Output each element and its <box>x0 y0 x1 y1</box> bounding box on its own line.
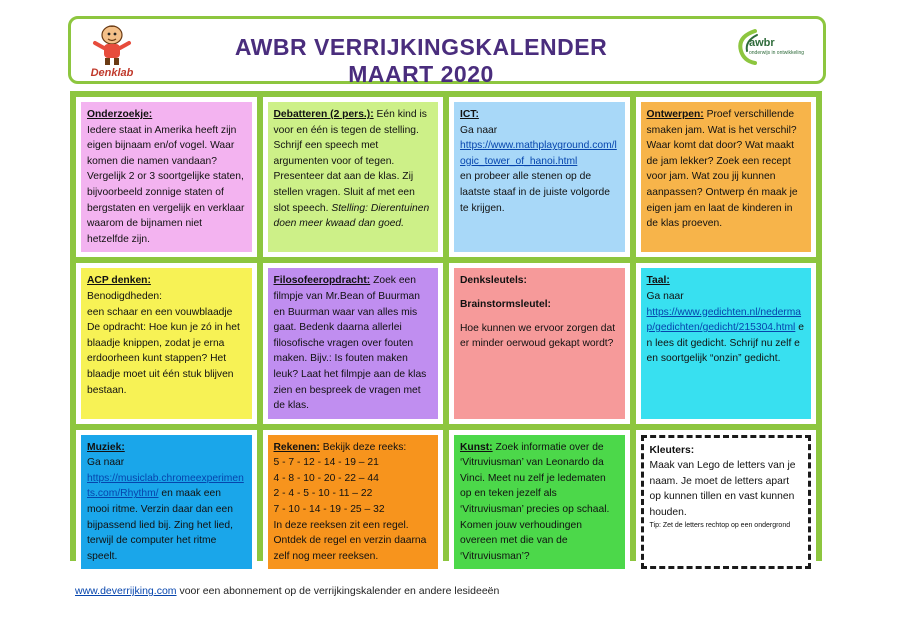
card-title: ACP denken: <box>87 275 151 287</box>
cell-ict <box>449 97 630 257</box>
header-banner <box>68 16 826 87</box>
card-line-1: Benodigdheden: <box>87 290 163 302</box>
cell-debatteren <box>263 97 444 257</box>
card-intro: Ga naar <box>87 457 125 469</box>
cell-muziek <box>76 430 257 575</box>
card-acp <box>81 268 252 418</box>
card-kunst <box>454 435 625 570</box>
footer-link[interactable]: www.deverrijking.com <box>75 585 177 597</box>
sequence-row: 2 - 4 - 5 - 10 - 11 – 22 <box>273 488 373 500</box>
cell-onderzoekje <box>76 97 257 257</box>
denklab-logo-text: Denklab <box>90 67 134 79</box>
card-intro: Ga naar <box>646 290 684 302</box>
card-body: In deze reeksen zit een regel. Ontdek de regel en verzin daarna zelf nog meer reeksen. <box>273 519 427 562</box>
cell-kleuters <box>636 430 817 575</box>
card-title: Kunst: <box>460 441 493 453</box>
card-subtitle: Brainstormsleutel: <box>460 298 551 310</box>
card-intro: Bekijk deze reeks: <box>322 441 407 453</box>
cell-filosofie <box>263 263 444 423</box>
cell-rekenen <box>263 430 444 575</box>
gedichten-link[interactable]: https://www.gedichten.nl/nedermap/gedichten/gedicht/215304.html <box>646 306 802 334</box>
card-body: Hoe kunnen we ervoor zorgen dat er minder oerwoud gekapt wordt? <box>460 322 616 350</box>
musiclab-link[interactable]: https://musiclab.chromeexperiments.com/Rhythm/ <box>87 472 244 500</box>
awbr-logo <box>735 27 803 71</box>
sequence-row: 5 - 7 - 12 - 14 - 19 – 21 <box>273 457 379 469</box>
card-intro: Ga naar <box>460 124 498 136</box>
calendar-grid <box>70 91 822 561</box>
denklab-mascot-icon <box>83 21 141 67</box>
card-filosofie <box>268 268 439 418</box>
card-body: Zoek informatie over de ‘Vitruviusman’ van Leonardo da Vinci. Meet nu zelf je ledematen op en teken jezelf als ‘Vitruviusman’ precies op schaal. Komen jouw verhoudingen overeen met die van de ‘Vitruviusman’? <box>460 441 610 562</box>
cell-denksleutels <box>449 263 630 423</box>
sequence-row: 7 - 10 - 14 - 19 - 25 – 32 <box>273 504 385 516</box>
cell-acp <box>76 263 257 423</box>
cell-ontwerpen <box>636 97 817 257</box>
card-stelling: Stelling: Dierentuinen doen meer kwaad dan goed. <box>273 202 430 230</box>
footer-text: voor een abonnement op de verrijkingskalender en andere lesideeën <box>176 585 500 597</box>
card-denksleutels <box>454 268 625 418</box>
card-title: Muziek: <box>87 441 125 453</box>
card-title: Ontwerpen: <box>646 109 704 120</box>
sequence-row: 4 - 8 - 10 - 20 - 22 – 44 <box>273 472 379 484</box>
card-title: Taal: <box>646 275 670 287</box>
page-title: AWBR VERRIJKINGSKALENDER MAART 2020 <box>234 34 608 87</box>
card-body: en maak een mooi ritme. Verzin daar dan een bijpassend lied bij. Zing het lied, terwijl de computer het ritme speelt. <box>87 488 233 562</box>
card-line-2: een schaar en een vouwblaadje <box>87 306 233 318</box>
card-body: Iedere staat in Amerika heeft zijn eigen bijnaam en/of vogel. Waar komen die namen vandaan? Vergelijk 2 or 3 soortgelijke staten, bijvoorbeeld zonnige staten of bergstaten en vergelijk en verklaar waarom de bijnamen niet hetzelfde zijn. <box>87 124 245 245</box>
card-onderzoekje <box>81 102 252 252</box>
card-body: en probeer alle stenen op de laatste staaf in de juiste volgorde te krijgen. <box>460 171 610 214</box>
card-debatteren <box>268 102 439 252</box>
card-title: Filosofeeropdracht: <box>273 275 371 287</box>
card-title: Debatteren (2 pers.): <box>273 109 374 120</box>
card-line-3: De opdracht: Hoe kun je zó in het blaadje knippen, zodat je erna erdoorheen kunt stappen? Het blaadje moet uit één stuk blijven bestaan. <box>87 322 240 396</box>
mathplayground-link[interactable]: https://www.mathplayground.com/logic_tower_of_hanoi.html <box>460 140 617 167</box>
card-kleuters <box>641 435 812 570</box>
card-tip: Tip: Zet de letters rechtop op een ondergrond <box>649 521 791 529</box>
card-body: Maak van Lego de letters van je naam. Je moet de letters apart op kunnen tillen en vast kunnen houden. <box>649 460 796 519</box>
card-title: Onderzoekje: <box>87 109 153 120</box>
footer <box>75 585 499 597</box>
card-title: ICT: <box>460 109 479 120</box>
cell-kunst <box>449 430 630 575</box>
card-body: Zoek een filmpje van Mr.Bean of Buurman en Buurman waar van alles mis gaat. Bedenk daarna allerlei filosofische vragen over fouten maken. Bijv.: Is fouten maken leuk? Laat het filmpje aan de klas zien en bespreek de vragen met de klas. <box>273 275 427 412</box>
card-muziek <box>81 435 252 570</box>
card-taal <box>641 268 812 418</box>
card-body: Eén kind is voor en één is tegen de stelling. Schrijf een speech met argumenten voor of tegen. Presenteer dat aan de klas. Zij stellen vragen. Sluit af met een slot speech. <box>273 109 427 214</box>
awbr-logo-name: awbr <box>749 37 775 49</box>
card-title: Rekenen: <box>273 441 320 453</box>
awbr-logo-tagline: onderwijs in ontwikkeling <box>749 50 805 56</box>
card-ontwerpen <box>641 102 812 252</box>
denklab-logo <box>83 21 141 81</box>
card-rekenen <box>268 435 439 570</box>
card-title: Kleuters: <box>649 444 695 456</box>
card-ict <box>454 102 625 252</box>
cell-taal <box>636 263 817 423</box>
card-body: en lees dit gedicht. Schrijf nu zelf een soortgelijk “onzin” gedicht. <box>646 322 804 365</box>
card-body: Proef verschillende smaken jam. Wat is het verschil? Waar komt dat door? Wat maakt de jam lekker? Zoek een recept voor jam. Wat zou jij kunnen aanpassen? Ontwerp én maak je eigen jam en laat de kinderen in de klas proeven. <box>646 109 798 230</box>
card-title: Denksleutels: <box>460 275 527 287</box>
